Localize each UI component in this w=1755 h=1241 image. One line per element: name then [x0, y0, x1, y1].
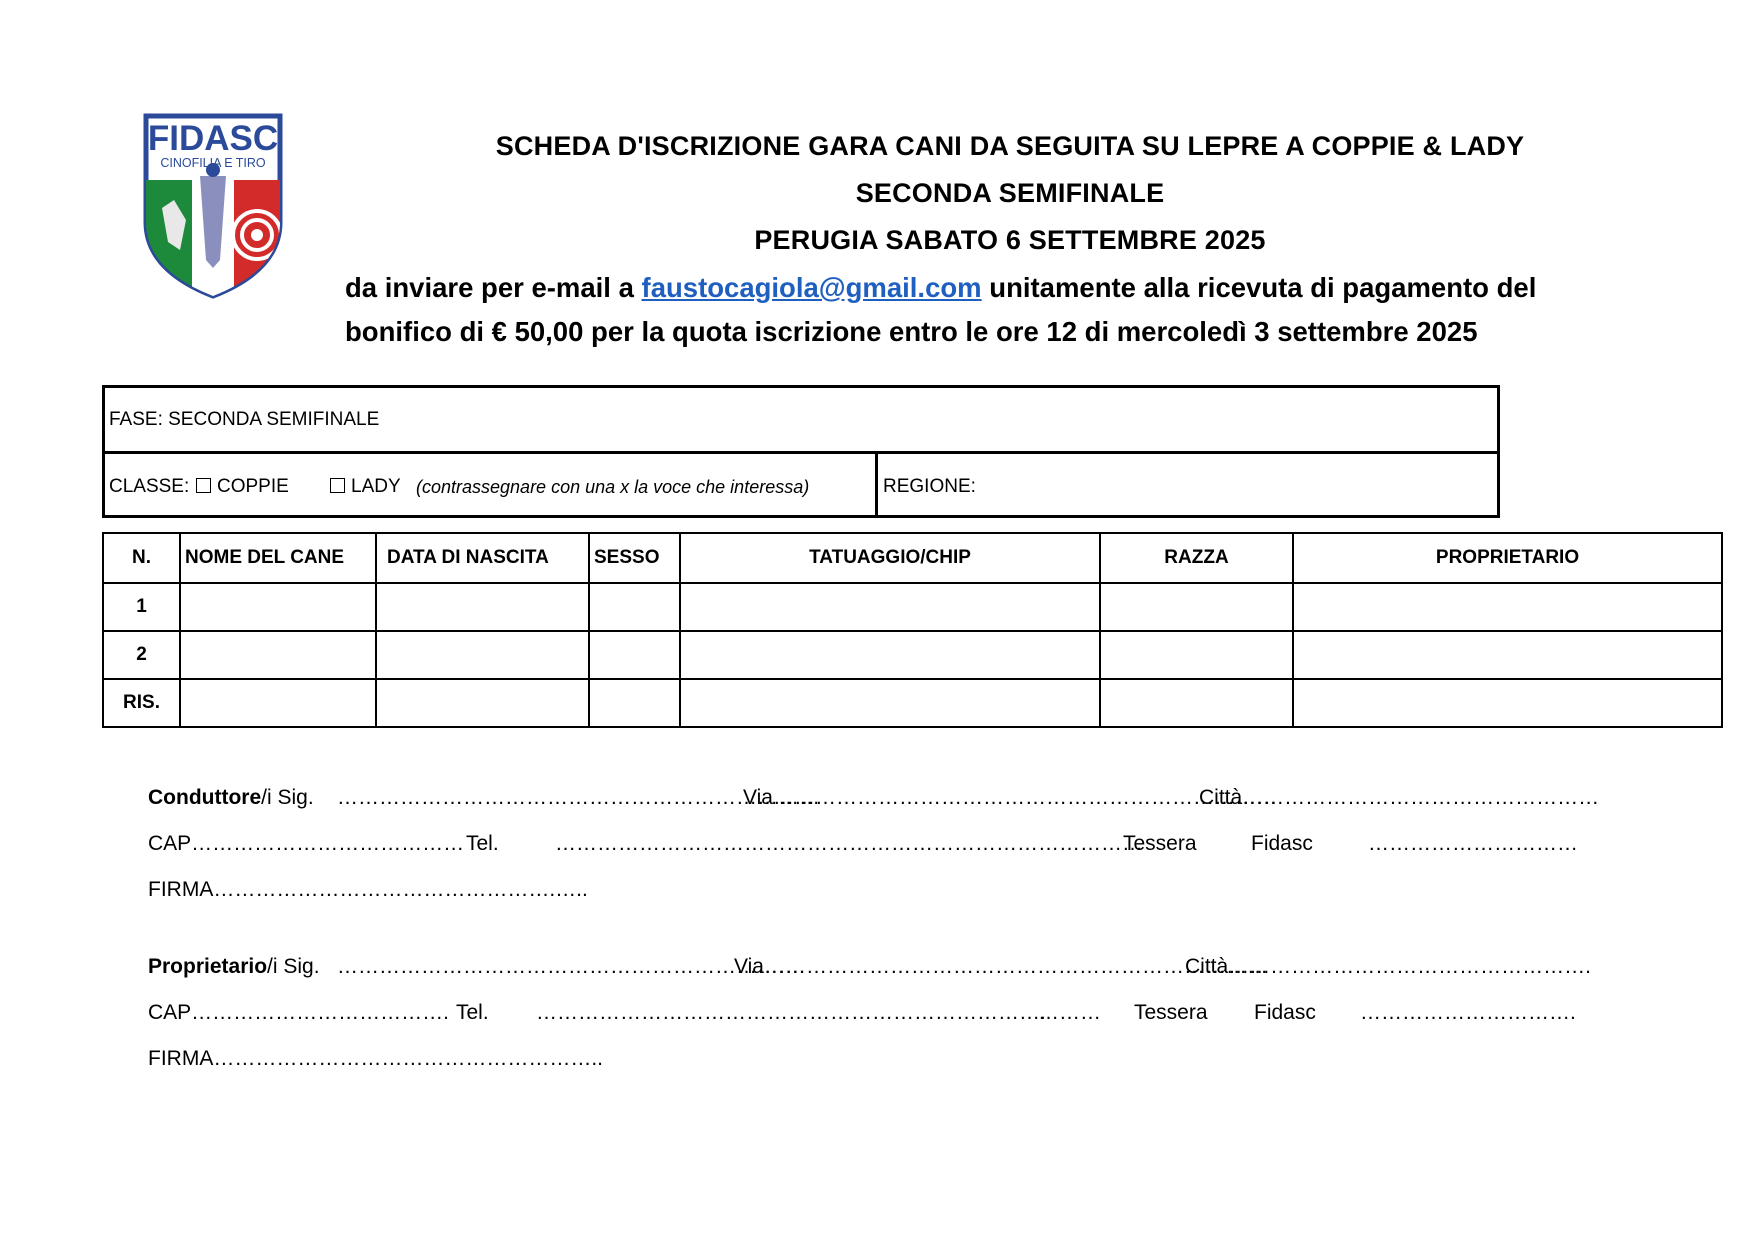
proprietario-tel-field[interactable]: ……………………………………………………………….	[536, 1001, 1046, 1024]
header-sex: SESSO	[589, 533, 680, 583]
form-title: SCHEDA D'ISCRIZIONE GARA CANI DA SEGUITA SU LEPRE A COPPIE & LADY	[495, 131, 1525, 161]
table-row	[103, 631, 1722, 679]
dog-name-cell[interactable]	[180, 679, 376, 727]
payment-instructions: bonifico di € 50,00 per la quota iscrizione entro le ore 12 di mercoledì 3 settembre 2025	[345, 316, 1478, 347]
coppie-checkbox[interactable]	[196, 478, 211, 493]
logo-subtext: CINOFILIA E TIRO	[160, 156, 266, 170]
conduttore-fidasc-label: Fidasc	[1251, 832, 1313, 855]
conduttore-cap-field[interactable]: CAP…………………………………	[148, 832, 465, 855]
sex-cell[interactable]	[589, 583, 680, 631]
header-breed: RAZZA	[1100, 533, 1293, 583]
owner-cell[interactable]	[1293, 631, 1722, 679]
proprietario-extra-dots: ………	[1038, 1001, 1101, 1024]
logo-text: FIDASC	[147, 119, 279, 158]
sex-cell[interactable]	[589, 631, 680, 679]
phase-label: FASE: SECONDA SEMIFINALE	[109, 409, 380, 430]
header-number: N.	[103, 533, 180, 583]
proprietario-cap-field[interactable]: CAP……………………………….	[148, 1001, 450, 1024]
conduttore-name-field[interactable]: ……………………………………………………………	[337, 786, 820, 809]
send-prefix: da inviare per e-mail a	[345, 272, 634, 303]
conduttore-signature-field[interactable]: FIRMA………………………………………….…..	[148, 878, 588, 901]
dog-name-cell[interactable]	[180, 583, 376, 631]
class-label: CLASSE:	[109, 476, 190, 497]
conduttore-city-field[interactable]: Città……………………………………………	[1199, 786, 1600, 809]
region-label[interactable]: REGIONE:	[883, 476, 976, 497]
proprietario-city-field[interactable]: Città…………………………………………….	[1185, 955, 1592, 978]
proprietario-via-field[interactable]: Via………………………………………………………………	[734, 955, 1268, 978]
phase-title: SECONDA SEMIFINALE	[855, 178, 1165, 208]
fidasc-logo	[140, 110, 286, 300]
email-link[interactable]: faustocagiola@gmail.com	[641, 272, 982, 303]
header-birth-date: DATA DI NASCITA	[376, 533, 589, 583]
class-instruction: (contrassegnare con una x la voce che interessa)	[416, 477, 810, 497]
birth-date-cell[interactable]	[376, 631, 589, 679]
owner-cell[interactable]	[1293, 583, 1722, 631]
conduttore-label: Conduttore	[148, 786, 262, 809]
tattoo-chip-cell[interactable]	[680, 679, 1100, 727]
proprietario-label: Proprietario	[148, 955, 268, 978]
proprietario-sig: /i Sig.	[267, 955, 320, 978]
conduttore-tel-field[interactable]: …………………………………………………………………………	[555, 832, 1143, 855]
conduttore-tel-label: Tel.	[466, 832, 499, 855]
header-owner: PROPRIETARIO	[1293, 533, 1722, 583]
tattoo-chip-cell[interactable]	[680, 631, 1100, 679]
conduttore-tessera-field[interactable]: …………………………	[1368, 832, 1578, 855]
coppie-label: COPPIE	[217, 476, 289, 497]
proprietario-line	[148, 955, 320, 979]
proprietario-fidasc-label: Fidasc	[1254, 1001, 1316, 1024]
proprietario-name-field[interactable]: ………………………………………………………….	[337, 955, 805, 978]
owner-cell[interactable]	[1293, 679, 1722, 727]
send-suffix: unitamente alla ricevuta di pagamento del	[989, 272, 1537, 303]
table-row	[103, 583, 1722, 631]
tattoo-chip-cell[interactable]	[680, 583, 1100, 631]
send-instructions	[345, 272, 1536, 304]
table-row	[103, 679, 1722, 727]
breed-cell[interactable]	[1100, 679, 1293, 727]
row-number: 2	[103, 631, 180, 679]
option-lady[interactable]	[330, 476, 401, 498]
header-tattoo-chip: TATUAGGIO/CHIP	[680, 533, 1100, 583]
conduttore-sig: /i Sig.	[261, 786, 314, 809]
birth-date-cell[interactable]	[376, 679, 589, 727]
table-header-row	[103, 533, 1722, 583]
row-number: RIS.	[103, 679, 180, 727]
proprietario-tel-label: Tel.	[456, 1001, 489, 1024]
dog-name-cell[interactable]	[180, 631, 376, 679]
lady-checkbox[interactable]	[330, 478, 345, 493]
proprietario-tessera-label: Tessera	[1134, 1001, 1208, 1024]
breed-cell[interactable]	[1100, 583, 1293, 631]
header-dog-name: NOME DEL CANE	[180, 533, 376, 583]
proprietario-tessera-field[interactable]: ………………………….	[1360, 1001, 1576, 1024]
conduttore-tessera-label: Tessera	[1123, 832, 1197, 855]
box-divider	[875, 454, 878, 518]
event-date-title: PERUGIA SABATO 6 SETTEMBRE 2025	[754, 225, 1266, 255]
dogs-table	[102, 532, 1723, 728]
row-number: 1	[103, 583, 180, 631]
lady-label: LADY	[351, 476, 401, 497]
option-coppie[interactable]	[196, 476, 289, 498]
phase-row	[105, 388, 1497, 454]
proprietario-signature-field[interactable]: FIRMA………………………………………………..	[148, 1047, 603, 1070]
breed-cell[interactable]	[1100, 631, 1293, 679]
phase-class-box	[102, 385, 1500, 518]
conduttore-via-field[interactable]: Via………………………………………………………………	[743, 786, 1277, 809]
birth-date-cell[interactable]	[376, 583, 589, 631]
sex-cell[interactable]	[589, 679, 680, 727]
conduttore-line	[148, 786, 314, 810]
